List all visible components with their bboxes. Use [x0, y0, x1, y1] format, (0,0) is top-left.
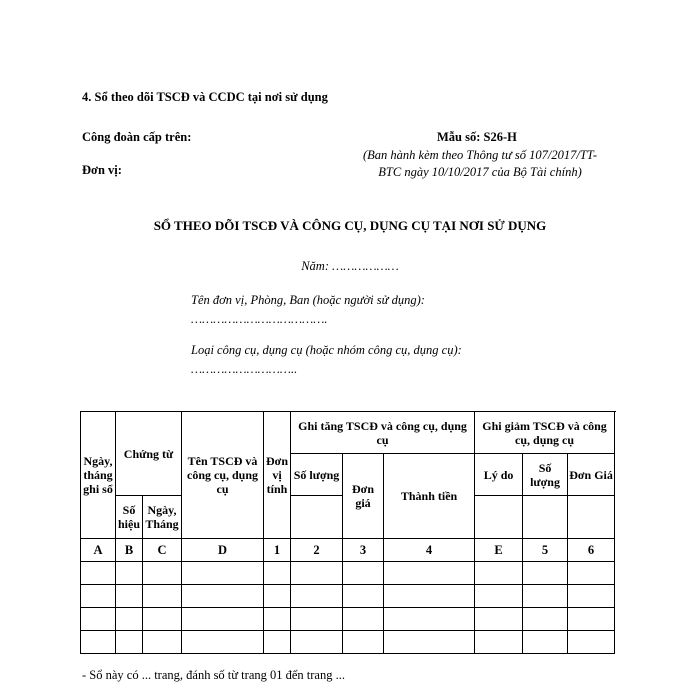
- col-code: A: [81, 539, 116, 562]
- document-title: SỔ THEO DÕI TSCĐ VÀ CÔNG CỤ, DỤNG CỤ TẠI NƠI SỬ DỤNG: [153, 218, 547, 233]
- unit-label: Đơn vị:: [82, 163, 122, 177]
- category-label: Loại công cụ, dụng cụ (hoặc nhóm công cụ, dụng cụ):: [191, 343, 462, 357]
- col-header-decrease-reason-blank: [475, 496, 523, 539]
- col-code: D: [182, 539, 264, 562]
- table-row: [81, 562, 615, 585]
- col-header-increase-price: Đơn giá: [343, 454, 384, 539]
- column-code-row: [81, 539, 615, 562]
- issued-note-line-1: (Ban hành kèm theo Thông tư số 107/2017/TT-: [362, 148, 597, 162]
- col-code: 2: [291, 539, 343, 562]
- col-header-name: Tên TSCĐ và công cụ, dụng cụ: [182, 412, 264, 539]
- department-dots: ……………………………….: [191, 312, 328, 326]
- col-code: 4: [384, 539, 475, 562]
- category-field: [191, 341, 462, 379]
- col-header-date: Ngày, tháng ghi sổ: [81, 412, 116, 539]
- department-field: [191, 291, 425, 329]
- col-code: E: [475, 539, 523, 562]
- section-heading: 4. Sổ theo dõi TSCĐ và CCDC tại nơi sử dụng: [82, 90, 328, 104]
- col-code: 1: [264, 539, 291, 562]
- col-code: 5: [523, 539, 568, 562]
- col-header-increase-qty: Số lượng: [291, 454, 343, 496]
- parent-union-label: Công đoàn cấp trên:: [82, 130, 192, 144]
- col-header-decrease-qty: Số lượng: [523, 454, 568, 496]
- col-header-decrease-price: Đơn Giá: [568, 454, 615, 496]
- col-header-unit: Đơn vị tính: [264, 412, 291, 539]
- table-row: [81, 631, 615, 654]
- col-code: 3: [343, 539, 384, 562]
- col-header-decrease-qty-blank: [523, 496, 568, 539]
- issued-note-line-2: BTC ngày 10/10/2017 của Bộ Tài chính): [378, 165, 582, 179]
- col-code: 6: [568, 539, 615, 562]
- category-dots: ………………………..: [191, 362, 298, 376]
- col-header-voucher-no: Số hiệu: [116, 496, 143, 539]
- col-header-increase-group: Ghi tăng TSCĐ và công cụ, dụng cụ: [291, 412, 475, 454]
- table-row: [81, 608, 615, 631]
- col-code: B: [116, 539, 143, 562]
- department-label: Tên đơn vị, Phòng, Ban (hoặc người sử dụng):: [191, 293, 425, 307]
- footer-note: - Sổ này có ... trang, đánh số từ trang 01 đến trang ...: [82, 668, 345, 682]
- ledger-table: [80, 411, 615, 654]
- col-header-voucher-date: Ngày, Tháng: [143, 496, 182, 539]
- col-code: C: [143, 539, 182, 562]
- col-header-voucher: Chứng từ: [116, 412, 182, 496]
- issued-note: [340, 147, 620, 181]
- col-header-decrease-reason: Lý do: [475, 454, 523, 496]
- form-number: Mẫu số: S26-H: [437, 130, 517, 144]
- col-header-decrease-group: Ghi giảm TSCĐ và công cụ, dụng cụ: [475, 412, 615, 454]
- col-header-increase-amount: Thành tiền: [384, 454, 475, 539]
- col-header-decrease-price-blank: [568, 496, 615, 539]
- col-header-increase-qty-blank: [291, 496, 343, 539]
- table-row: [81, 585, 615, 608]
- year-line: Năm: ………………: [301, 259, 399, 273]
